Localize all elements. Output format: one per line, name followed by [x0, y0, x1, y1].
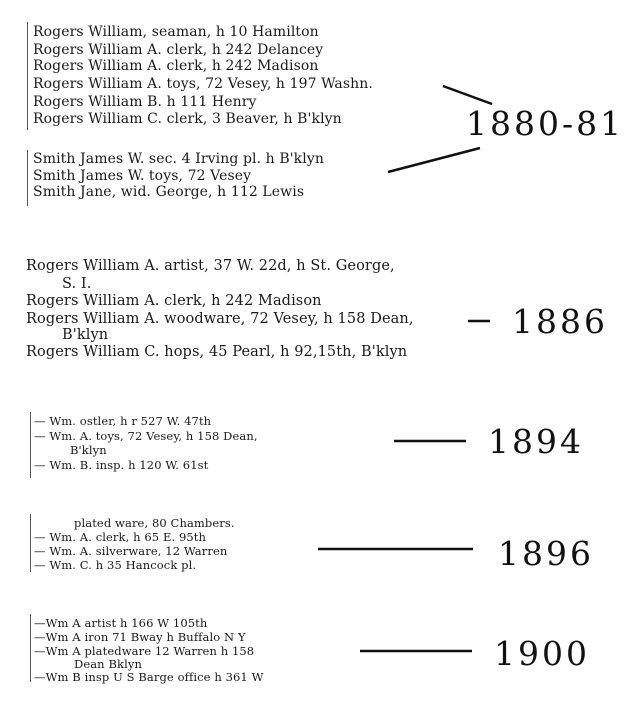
directory-entry: Rogers William A. toys, 72 Vesey, h 197 Washn.: [33, 76, 373, 92]
directory-entry: — Wm. A. clerk, h 65 E. 95th: [34, 530, 207, 544]
directory-entry: — Wm. B. insp. h 120 W. 61st: [34, 458, 209, 472]
directory-entry: —Wm A iron 71 Bway h Buffalo N Y: [34, 630, 246, 644]
year-label-1894: 1894: [488, 422, 584, 461]
clip-1900-rule: [30, 614, 31, 682]
clip-1896: [34, 514, 334, 574]
directory-entry-continuation: plated ware, 80 Chambers.: [74, 516, 235, 530]
directory-entry: Rogers William A. woodware, 72 Vesey, h 158 Dean,: [26, 311, 414, 327]
directory-entry: Smith James W. toys, 72 Vesey: [33, 168, 252, 184]
directory-entry: Rogers William C. clerk, 3 Beaver, h B'klyn: [33, 111, 342, 127]
year-label-1900: 1900: [494, 634, 590, 673]
clip-1900: [34, 614, 354, 686]
clip-1886: [26, 256, 456, 362]
directory-entry-continuation: B'klyn: [70, 443, 107, 457]
directory-entry: — Wm. C. h 35 Hancock pl.: [34, 558, 197, 572]
year-label-1880-81: 1880-81: [466, 104, 625, 143]
clip-1880-group-b: [33, 150, 413, 204]
directory-entry: Smith Jane, wid. George, h 112 Lewis: [33, 184, 305, 200]
directory-entry: Rogers William A. artist, 37 W. 22d, h St. George,: [26, 258, 395, 274]
clip-1896-rule: [30, 514, 31, 572]
clip-1880-rule-a: [27, 22, 28, 130]
directory-entry-continuation: S. I.: [62, 276, 92, 292]
directory-entry: Rogers William A. clerk, h 242 Madison: [33, 58, 319, 74]
directory-entry-continuation: B'klyn: [62, 327, 109, 343]
directory-entry: —Wm B insp U S Barge office h 361 W: [34, 670, 264, 684]
directory-entry: — Wm. ostler, h r 527 W. 47th: [34, 414, 212, 428]
directory-entry: Rogers William C. hops, 45 Pearl, h 92,15th, B'klyn: [26, 344, 408, 360]
directory-entry: — Wm. A. toys, 72 Vesey, h 158 Dean,: [34, 429, 258, 443]
clip-1880-rule-b: [27, 150, 28, 206]
directory-entry: Smith James W. sec. 4 Irving pl. h B'klyn: [33, 151, 324, 167]
clip-1880-group-a: [33, 22, 453, 132]
directory-entry: —Wm A artist h 166 W 105th: [34, 616, 208, 630]
directory-entry: Rogers William A. clerk, h 242 Madison: [26, 293, 322, 309]
directory-entry: —Wm A platedware 12 Warren h 158: [34, 644, 255, 658]
year-label-1886: 1886: [512, 302, 608, 341]
directory-entry: Rogers William, seaman, h 10 Hamilton: [33, 24, 319, 40]
clip-1894-rule: [30, 412, 31, 478]
directory-entry: Rogers William A. clerk, h 242 Delancey: [33, 42, 324, 58]
directory-entry: — Wm. A. silverware, 12 Warren: [34, 544, 228, 558]
clip-1894: [34, 412, 364, 480]
directory-entry-continuation: Dean Bklyn: [74, 657, 142, 671]
directory-entry: Rogers William B. h 111 Henry: [33, 94, 257, 110]
year-label-1896: 1896: [498, 534, 594, 573]
